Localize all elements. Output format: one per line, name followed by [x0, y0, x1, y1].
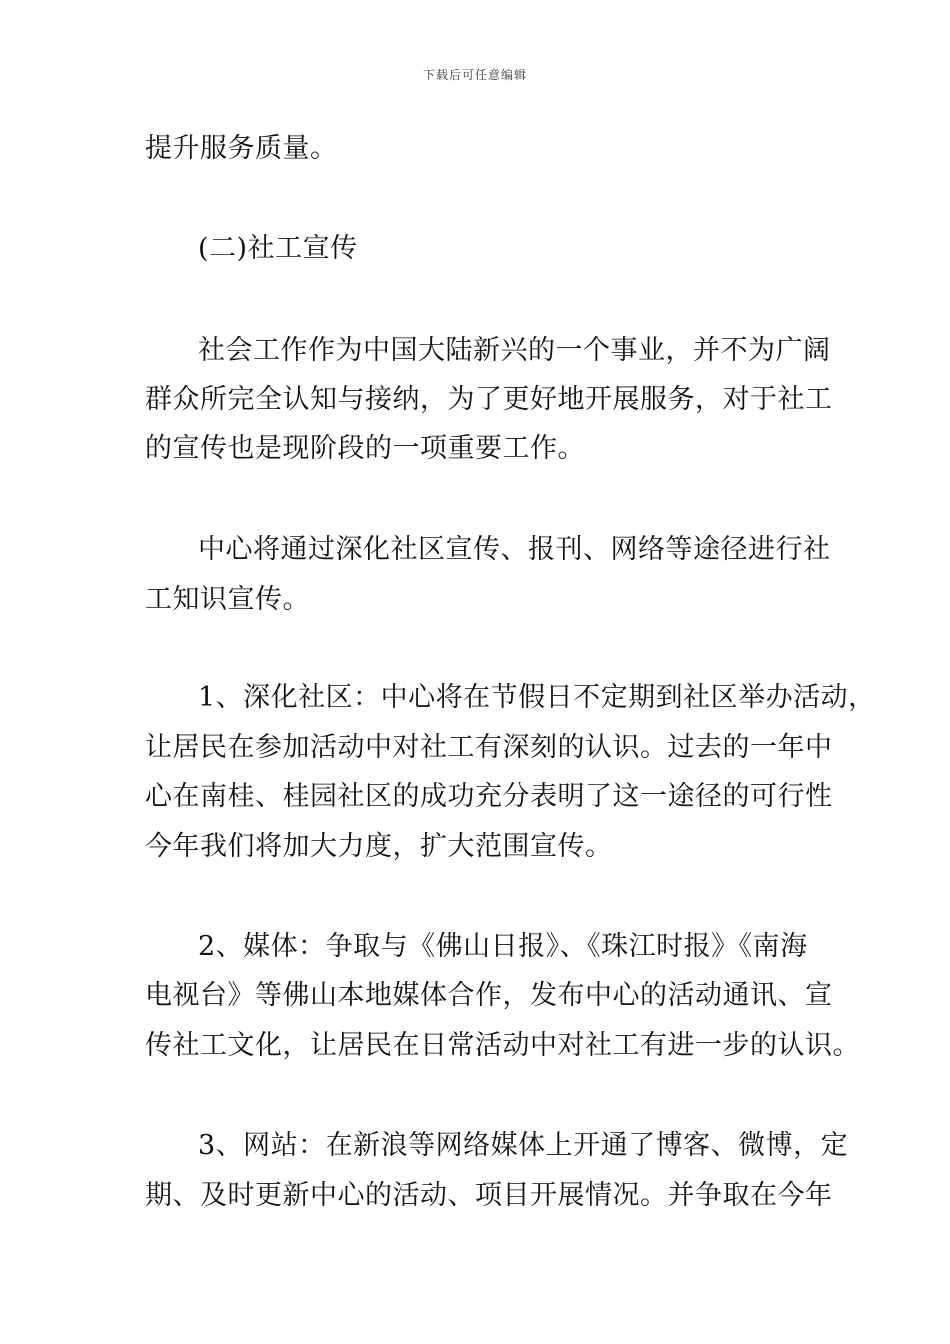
text-line: 社会工作作为中国大陆新兴的一个事业，并不为广阔 [198, 335, 831, 366]
text-line: 1、深化社区：中心将在节假日不定期到社区举办活动， [198, 682, 876, 713]
text-line: 今年我们将加大力度，扩大范围宣传。 [145, 831, 613, 862]
text-line: 让居民在参加活动中对社工有深刻的认识。过去的一年中 [145, 732, 833, 763]
text-line: 期、及时更新中心的活动、项目开展情况。并争取在今年 [145, 1180, 833, 1211]
text-line: 3、网站：在新浪等网络媒体上开通了博客、微博，定 [198, 1130, 849, 1161]
text-line: 2、媒体：争取与《佛山日报》、《珠江时报》《南海 [198, 931, 808, 962]
text-line: 传社工文化，让居民在日常活动中对社工有进一步的认识。 [145, 1030, 860, 1061]
text-line: 心在南桂、桂园社区的成功充分表明了这一途径的可行性 [145, 781, 833, 812]
text-line: 群众所完全认知与接纳，为了更好地开展服务，对于社工 [145, 384, 833, 415]
text-line: 电视台》等佛山本地媒体合作，发布中心的活动通讯、宣 [145, 980, 833, 1011]
text-line: 的宣传也是现阶段的一项重要工作。 [145, 433, 585, 464]
text-line: 工知识宣传。 [145, 584, 310, 615]
section-heading: (二)社工宣传 [198, 233, 358, 264]
text-line: 提升服务质量。 [145, 133, 338, 164]
page-header: 下载后可任意编辑 [422, 68, 527, 82]
text-line: 中心将通过深化社区宣传、报刊、网络等途径进行社 [198, 534, 831, 565]
